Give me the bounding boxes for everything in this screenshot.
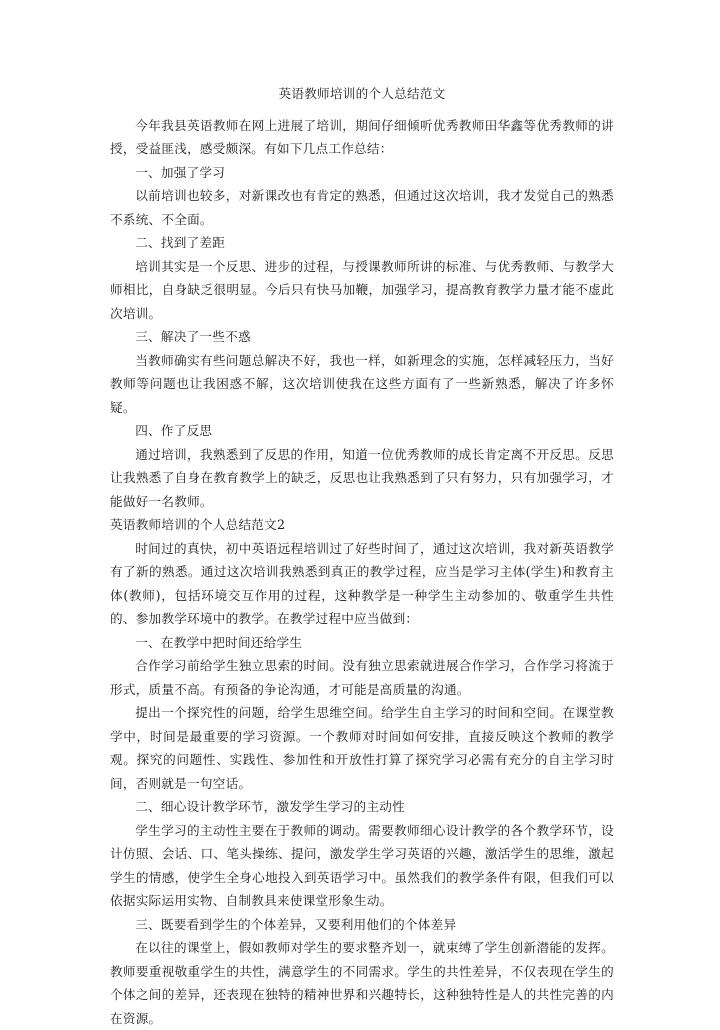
section-heading: 四、作了反思 (110, 419, 614, 443)
second-article-title: 英语教师培训的个人总结范文2 (110, 513, 614, 537)
section-heading: 二、找到了差距 (110, 231, 614, 255)
section-heading: 一、在教学中把时间还给学生 (110, 631, 614, 655)
body-paragraph: 以前培训也较多，对新课改也有肯定的熟悉，但通过这次培训，我才发觉自己的熟悉不系统、不全面。 (110, 184, 614, 231)
body-paragraph: 合作学习前给学生独立思索的时间。没有独立思索就进展合作学习，合作学习将流于形式，质量不高。有预备的争论沟通，才可能是高质量的沟通。 (110, 654, 614, 701)
intro-paragraph: 今年我县英语教师在网上进展了培训，期间仔细倾听优秀教师田华鑫等优秀教师的讲授，受益匪浅，感受颇深。有如下几点工作总结： (110, 114, 614, 161)
document-title: 英语教师培训的个人总结范文 (110, 82, 614, 106)
document-body (110, 114, 614, 1030)
section-heading: 三、既要看到学生的个体差异，又要利用他们的个体差异 (110, 913, 614, 937)
body-paragraph: 通过培训，我熟悉到了反思的作用，知道一位优秀教师的成长肯定离不开反思。反思让我熟悉了自身在教育教学上的缺乏，反思也让我熟悉到了只有努力，只有加强学习，才能做好一名教师。 (110, 443, 614, 514)
section-heading: 一、加强了学习 (110, 161, 614, 185)
body-paragraph: 当教师确实有些问题总解决不好，我也一样，如新理念的实施，怎样减轻压力，当好教师等问题也让我困惑不解，这次培训使我在这些方面有了一些新熟悉，解决了许多怀疑。 (110, 349, 614, 420)
body-paragraph: 提出一个探究性的问题，给学生思维空间。给学生自主学习的时间和空间。在课堂教学中，时间是最重要的学习资源。一个教师对时间如何安排，直接反映这个教师的教学观。探究的问题性、实践性、参加性和开放性打算了探究学习必需有充分的自主学习时间，否则就是一句空话。 (110, 701, 614, 795)
section-heading: 二、细心设计教学环节，激发学生学习的主动性 (110, 795, 614, 819)
body-paragraph: 学生学习的主动性主要在于教师的调动。需要教师细心设计教学的各个教学环节，设计仿照、会话、口、笔头操练、提问，激发学生学习英语的兴趣，激活学生的思维，激起学生的情感，使学生全身心地投入到英语学习中。虽然我们的教学条件有限，但我们可以依据实际运用实物、自制教具来使课堂形象生动。 (110, 819, 614, 913)
body-paragraph: 时间过的真快，初中英语远程培训过了好些时间了，通过这次培训，我对新英语教学有了新的熟悉。通过这次培训我熟悉到真正的教学过程，应当是学习主体(学生)和教育主体(教师)，包括环境交互作用的过程，这种教学是一种学生主动参加的、敬重学生共性的、参加教学环境中的教学。在教学过程中应当做到： (110, 537, 614, 631)
body-paragraph: 在以往的课堂上，假如教师对学生的要求整齐划一，就束缚了学生创新潜能的发挥。教师要重视敬重学生的共性，满意学生的不同需求。学生的共性差异，不仅表现在学生的个体之间的差异，还表现在独特的精神世界和兴趣特长，这种独特性是人的共性完善的内在资源。 (110, 936, 614, 1030)
section-heading: 三、解决了一些不惑 (110, 325, 614, 349)
body-paragraph: 培训其实是一个反思、进步的过程，与授课教师所讲的标准、与优秀教师、与教学大师相比，自身缺乏很明显。今后只有快马加鞭，加强学习，提高教育教学力量才能不虚此次培训。 (110, 255, 614, 326)
document-page (110, 82, 614, 1030)
